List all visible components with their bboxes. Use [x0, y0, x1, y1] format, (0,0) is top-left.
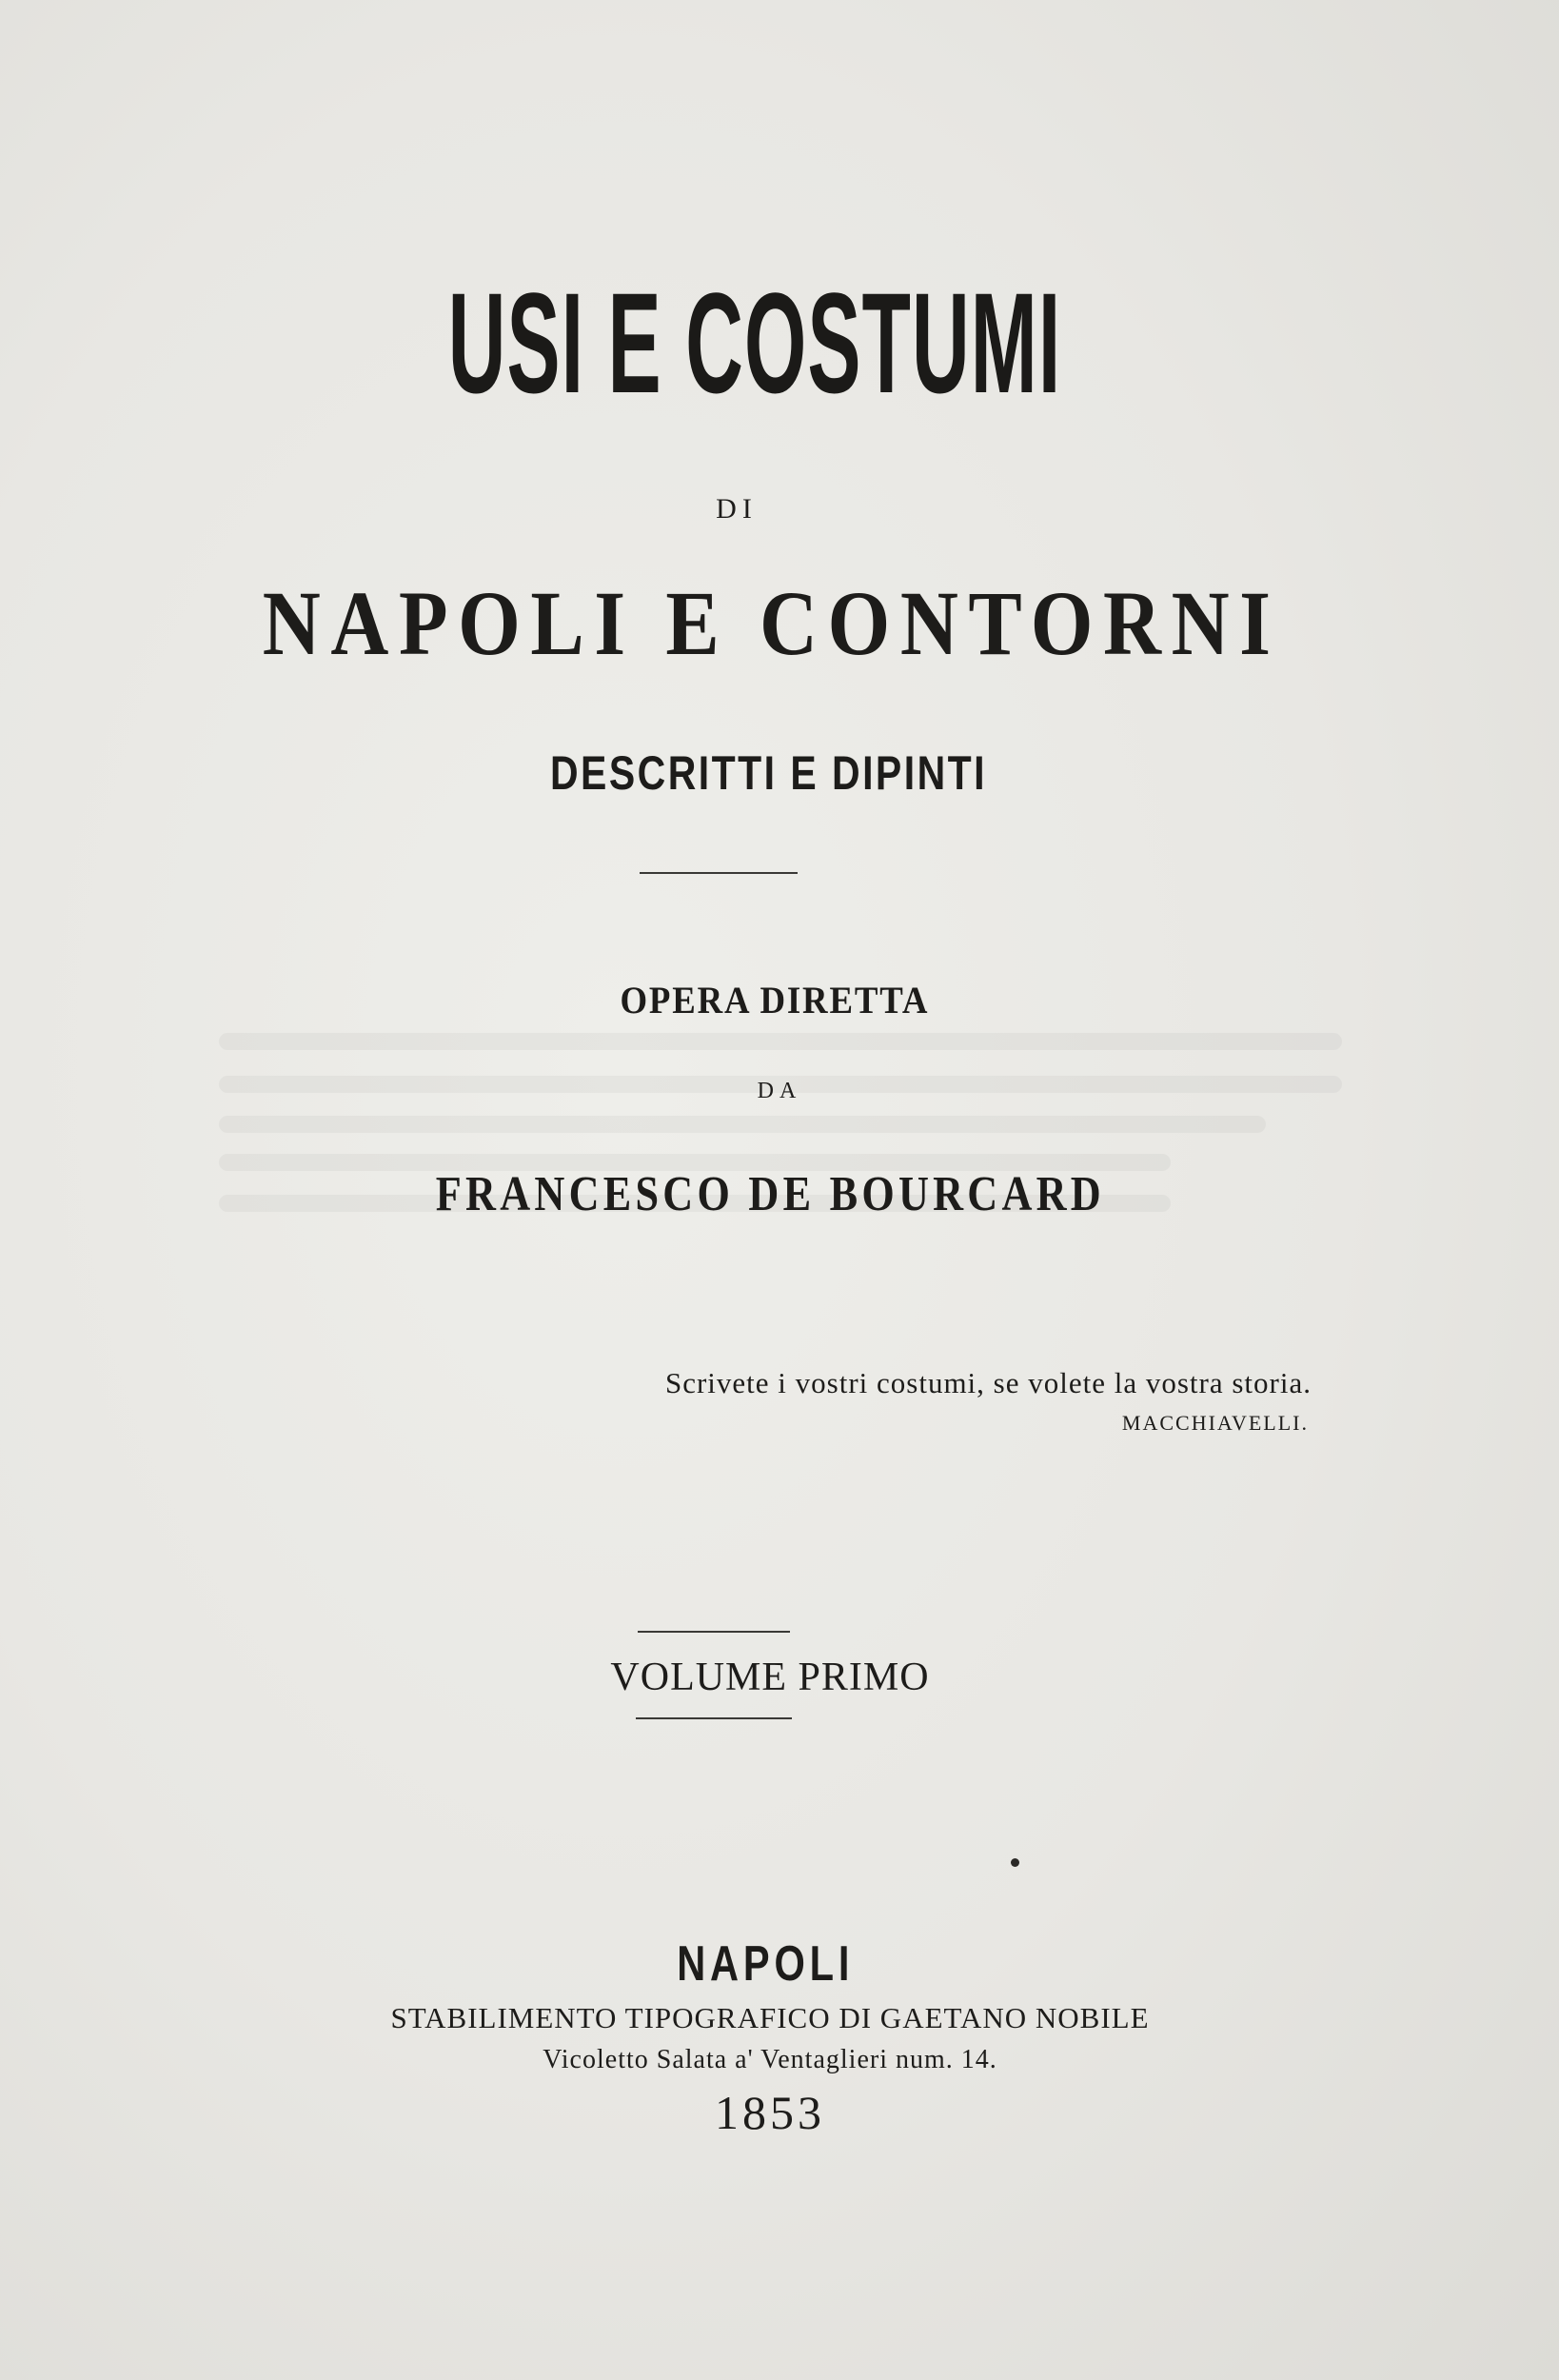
- author-name: FRANCESCO DE BOURCARD: [435, 1167, 1105, 1221]
- title-place: NAPOLI E CONTORNI: [262, 572, 1281, 674]
- imprint-address: Vicoletto Salata a' Ventaglieri num. 14.: [543, 2045, 997, 2074]
- imprint-city: NAPOLI: [677, 1936, 855, 1992]
- book-subtitle: DESCRITTI E DIPINTI: [549, 746, 988, 800]
- epigraph-quote: Scrivete i vostri costumi, se volete la vostra storia.: [664, 1366, 1312, 1399]
- work-label: OPERA DIRETTA: [620, 979, 930, 1021]
- volume-label: VOLUME PRIMO: [610, 1656, 930, 1699]
- show-through-line: [219, 1033, 1342, 1050]
- title-connector: DI: [716, 493, 758, 525]
- imprint-press: STABILIMENTO TIPOGRAFICO DI GAETANO NOBILE: [390, 2001, 1150, 2034]
- by-label: DA: [757, 1079, 802, 1103]
- show-through-line: [219, 1116, 1266, 1133]
- divider-rule: [640, 872, 798, 874]
- epigraph-attribution: MACCHIAVELLI.: [1121, 1411, 1309, 1435]
- book-title: USI E COSTUMI: [447, 263, 1062, 423]
- ink-speck: [1011, 1858, 1019, 1867]
- volume-rule-bottom: [636, 1717, 792, 1719]
- volume-rule-top: [638, 1631, 790, 1633]
- imprint-year: 1853: [715, 2086, 825, 2139]
